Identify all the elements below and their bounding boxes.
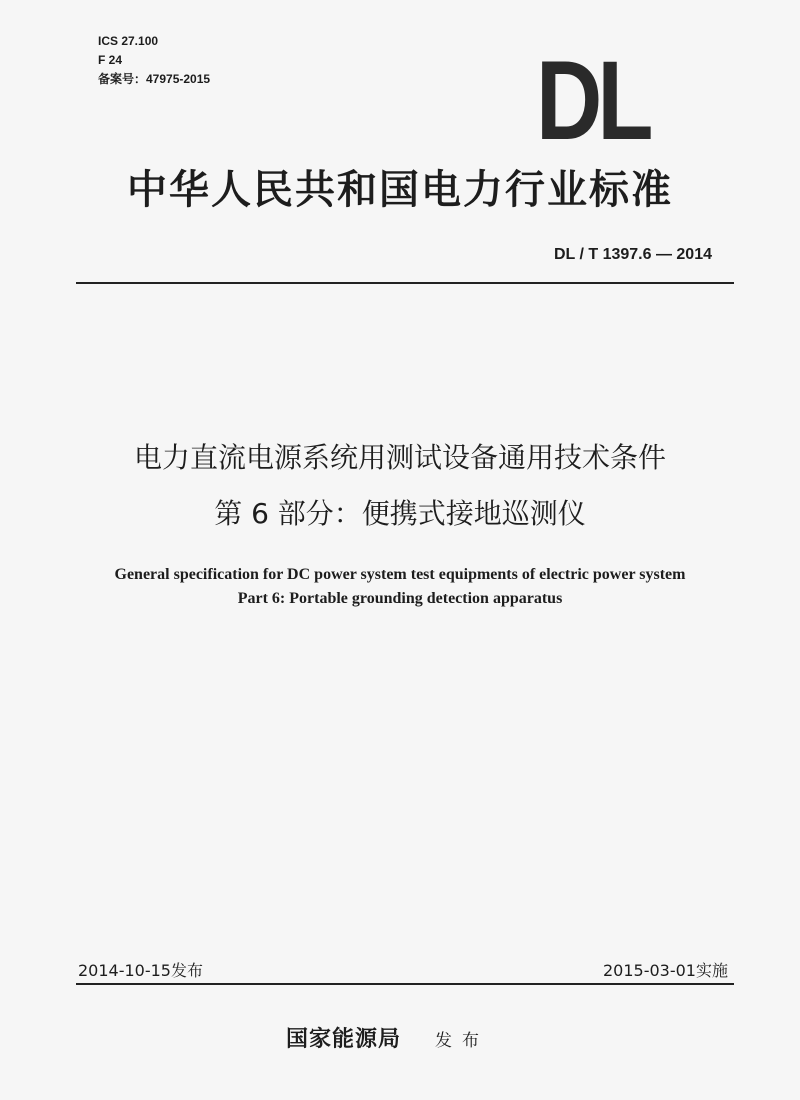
- chinese-title-line-1: 电力直流电源系统用测试设备通用技术条件: [133, 441, 666, 474]
- publish-action: 发布: [435, 1031, 490, 1051]
- header-divider: [76, 282, 734, 284]
- standard-number: DL / T 1397.6 — 2014: [553, 246, 712, 263]
- category-code: F 24: [98, 53, 123, 67]
- publisher-name: 国家能源局: [286, 1027, 402, 1052]
- dl-logo: DL: [536, 38, 649, 163]
- standard-organization-title: 中华人民共和国电力行业标准: [127, 167, 673, 213]
- publisher-block: [286, 1022, 489, 1053]
- footer-divider: [76, 983, 734, 985]
- issue-date: 2014-10-15发布: [78, 961, 203, 980]
- english-title-line-1: General specification for DC power system test equipments of electric power system: [114, 566, 686, 583]
- ics-code: ICS 27.100: [98, 34, 159, 48]
- chinese-title-line-2: 第 6 部分：便携式接地巡测仪: [214, 497, 586, 530]
- implementation-date: 2015-03-01实施: [603, 961, 728, 980]
- classification-block: [98, 32, 210, 89]
- record-number: 备案号：47975-2015: [98, 72, 211, 86]
- english-title-line-2: Part 6: Portable grounding detection apparatus: [237, 590, 563, 607]
